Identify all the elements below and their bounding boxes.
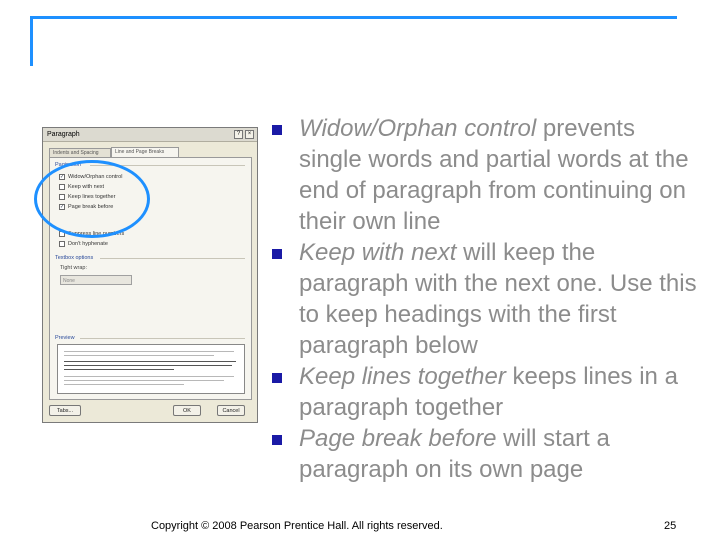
- checkbox-icon[interactable]: ✓: [60, 203, 65, 210]
- bullet-term: Keep with next: [299, 239, 457, 266]
- bullet-item: [270, 361, 700, 423]
- highlight-ellipse: [34, 160, 150, 238]
- textbox-options-label: Textbox options: [55, 255, 94, 261]
- dialog-titlebar: [43, 128, 257, 142]
- bullet-item: [270, 113, 700, 237]
- preview-line: [64, 361, 236, 362]
- bullet-term: Keep lines together: [299, 363, 506, 390]
- slide-frame-left: [30, 16, 33, 66]
- preview-line: [64, 365, 232, 366]
- preview-line: [64, 380, 224, 381]
- preview-line: [64, 384, 184, 385]
- checkbox-icon[interactable]: ✓: [60, 173, 65, 180]
- preview-label: Preview: [55, 335, 75, 341]
- separator: [100, 258, 245, 259]
- footer-copyright: Copyright © 2008 Pearson Prentice Hall. All rights reserved.: [151, 520, 443, 532]
- bullet-term: Page break before: [299, 425, 497, 452]
- square-bullet-icon: [272, 249, 282, 259]
- square-bullet-icon: [272, 125, 282, 135]
- separator: [80, 338, 245, 339]
- square-bullet-icon: [272, 373, 282, 383]
- page-number: 25: [664, 520, 677, 532]
- tight-wrap-dropdown[interactable]: None: [60, 275, 132, 285]
- bullet-item: [270, 237, 700, 361]
- bullet-text: will keep the paragraph with the next one. Use this to keep headings with the first paragraph below: [299, 239, 697, 359]
- option-label: Widow/Orphan control: [68, 174, 123, 180]
- tabs-button[interactable]: Tabs...: [49, 405, 81, 416]
- bullet-item: [270, 423, 700, 485]
- dialog-tabs: [49, 148, 253, 157]
- bullet-term: Widow/Orphan control: [299, 115, 537, 142]
- slide-frame-top: [30, 16, 677, 19]
- preview-line: [64, 355, 214, 356]
- ok-button[interactable]: OK: [173, 405, 201, 416]
- pagination-label: Pagination: [55, 162, 81, 168]
- tight-wrap-label: Tight wrap:: [60, 265, 88, 271]
- tab-line-page-breaks[interactable]: Line and Page Breaks: [111, 147, 179, 158]
- bullet-list: [270, 113, 700, 485]
- option-label: Keep lines together: [68, 194, 116, 200]
- option-label: Page break before: [68, 204, 114, 210]
- bullet-text: will start a paragraph on its own page: [299, 425, 610, 483]
- square-bullet-icon: [272, 435, 282, 445]
- dialog-title: Paragraph: [47, 131, 80, 138]
- tab-indents-spacing[interactable]: Indents and Spacing: [49, 148, 111, 158]
- option-label: Suppress line numbers: [68, 231, 125, 237]
- preview-line: [64, 369, 174, 370]
- close-icon[interactable]: ×: [245, 130, 254, 139]
- option-label: Don't hyphenate: [68, 241, 108, 247]
- bullet-text: prevents single words and partial words at the end of paragraph from continuing on their own line: [299, 115, 689, 235]
- option-dont-hyphenate[interactable]: [59, 240, 108, 248]
- checkbox-icon[interactable]: [59, 241, 65, 247]
- help-icon[interactable]: ?: [234, 130, 243, 139]
- preview-line: [64, 351, 234, 352]
- cancel-button[interactable]: Cancel: [217, 405, 245, 416]
- option-label: Keep with next: [68, 184, 105, 190]
- preview-line: [64, 376, 234, 377]
- preview-box: [57, 344, 245, 394]
- bullet-text: keeps lines in a paragraph together: [299, 363, 678, 421]
